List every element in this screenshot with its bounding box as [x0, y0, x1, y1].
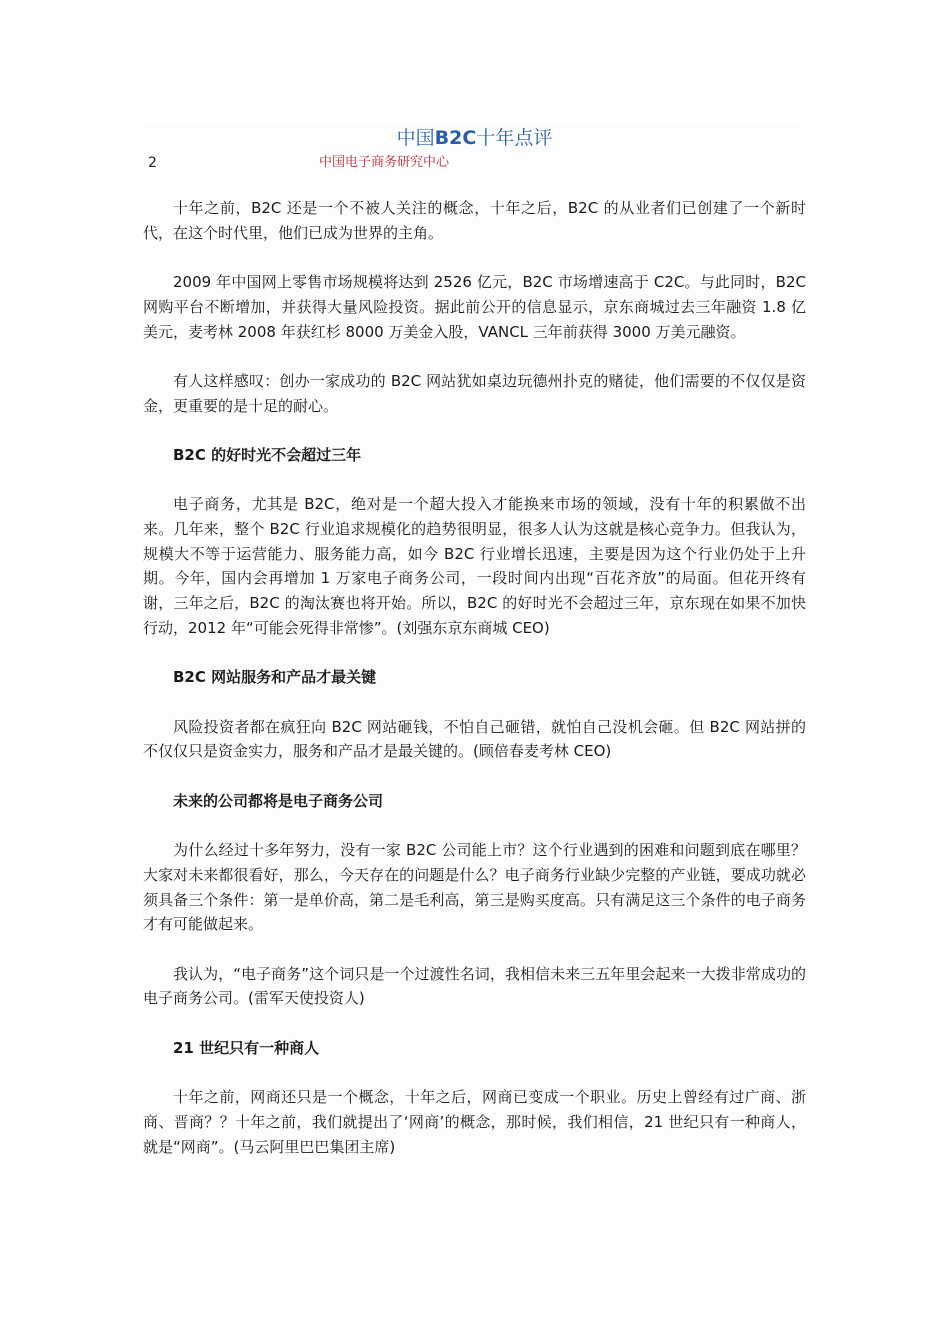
paragraph: 十年之前，网商还只是一个概念，十年之后，网商已变成一个职业。历史上曾经有过广商、浙商、晋商？？十年之前，我们就提出了‘网商’的概念，那时候，我们相信，21 世纪只有一种商人，就是“网商”。(马云阿里巴巴集团主席)	[143, 1088, 806, 1156]
paragraph: 为什么经过十多年努力，没有一家 B2C 公司能上市？这个行业遇到的困难和问题到底在哪里？大家对未来都很看好，那么，今天存在的问题是什么？电子商务行业缺少完整的产业链，要成功就必须具备三个条件：第一是单价高，第二是毛利高，第三是购买度高。只有满足这三个条件的电子商务才有可能做起来。	[143, 841, 806, 934]
paragraph: 十年之前，B2C 还是一个不被人关注的概念，十年之后，B2C 的从业者们已创建了一个新时代，在这个时代里，他们已成为世界的主角。	[143, 199, 806, 242]
paragraph: 我认为，“电子商务”这个词只是一个过渡性名词，我相信未来三五年里会起来一大拨非常成功的电子商务公司。(雷军天使投资人)	[143, 964, 806, 1008]
section-heading: 21 世纪只有一种商人	[173, 1038, 320, 1057]
paragraph: 2009 年中国网上零售市场规模将达到 2526 亿元，B2C 市场增速高于 C2C。与此同时，B2C 网购平台不断增加，并获得大量风险投资。据此前公开的信息显示，京东商城过去三年融资 1.8 亿美元，麦考林 2008 年获红杉 8000 万美金入股，VANCL 三年前获得 3000 万美元融资。	[143, 273, 806, 341]
source-label: 中国电子商务研究中心	[319, 155, 450, 170]
page-number: 2	[148, 155, 157, 171]
paragraph: 电子商务，尤其是 B2C，绝对是一个超大投入才能换来市场的领域，没有十年的积累做不出来。几年来，整个 B2C 行业追求规模化的趋势很明显，很多人认为这就是核心竞争力。但我认为，规模大不等于运营能力、服务能力高，如今 B2C 行业增长迅速，主要是因为这个行业仍处于上升期。今年，国内会再增加 1 万家电子商务公司，一段时间内出现“百花齐放”的局面。但花开终有谢，三年之后，B2C 的淘汰赛也将开始。所以，B2C 的好时光不会超过三年，京东现在如果不加快行动，2012 年“可能会死得非常惨”。(刘强东京东商城 CEO)	[143, 495, 806, 637]
document-page	[143, 123, 806, 1210]
section-heading: B2C 的好时光不会超过三年	[173, 445, 362, 464]
article-body	[143, 196, 806, 1159]
paragraph: 有人这样感叹：创办一家成功的 B2C 网站犹如桌边玩德州扑克的赌徒，他们需要的不仅仅是资金，更重要的是十足的耐心。	[143, 371, 806, 415]
document-title: 中国B2C十年点评	[396, 127, 553, 149]
paragraph: 风险投资者都在疯狂向 B2C 网站砸钱，不怕自己砸错，就怕自己没机会砸。但 B2C 网站拼的不仅仅只是资金实力，服务和产品才是最关键的。(顾倍春麦考林 CEO)	[143, 717, 806, 761]
section-heading: 未来的公司都将是电子商务公司	[173, 791, 384, 810]
title-bold: B2C	[434, 127, 477, 149]
section-heading: B2C 网站服务和产品才最关键	[173, 668, 377, 687]
